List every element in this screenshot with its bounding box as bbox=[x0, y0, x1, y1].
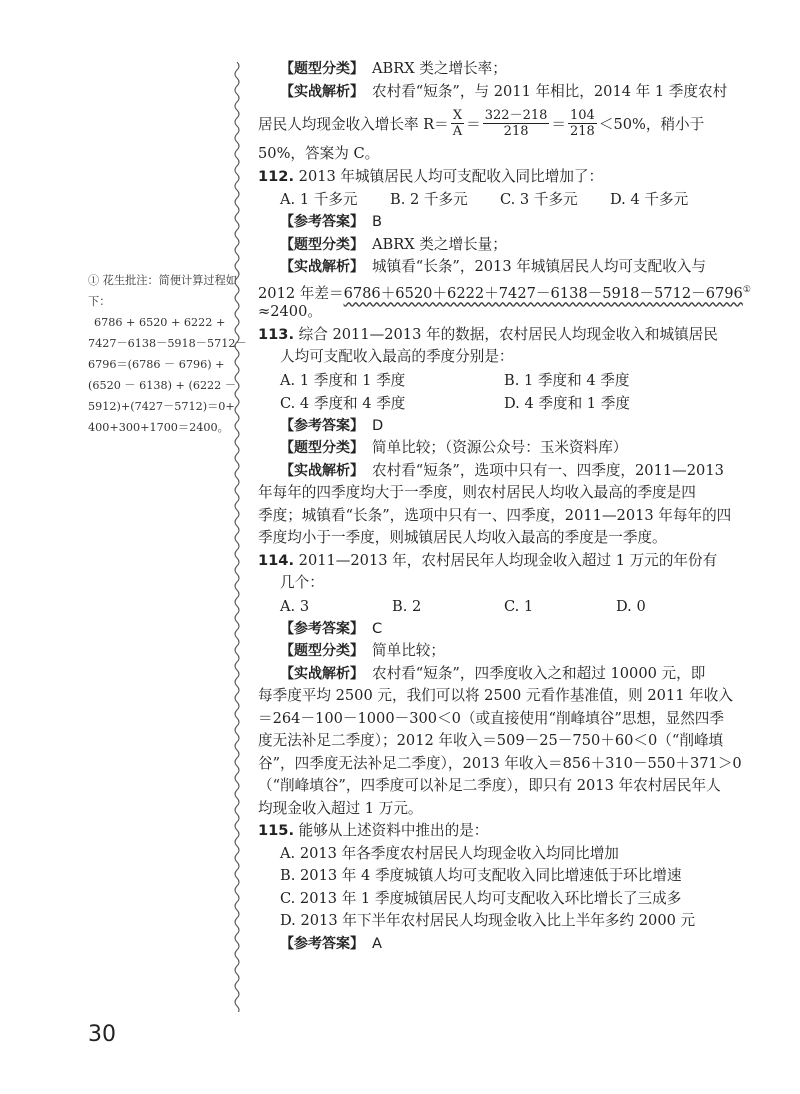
question-113-options-row2 bbox=[258, 392, 733, 415]
fraction bbox=[451, 108, 464, 139]
analysis-text: 季度；城镇看“长条”，选项中只有一、四季度，2011—2013 年每年的四 bbox=[258, 506, 732, 524]
type-value: 简单比较；（资源公众号：玉米资料库） bbox=[372, 439, 628, 456]
analysis-text: 农村看“短条”，与 2011 年相比，2014 年 1 季度农村 bbox=[372, 82, 728, 100]
analysis-text: 度无法补足二季度）；2012 年收入＝509－25－750＋60＜0（“削峰填 bbox=[258, 732, 724, 749]
q114-type-line bbox=[258, 640, 733, 663]
equals-sign: ＝ bbox=[551, 115, 567, 133]
fraction-denominator: 218 bbox=[570, 123, 595, 139]
analysis-text: （“削峰填谷”，四季度可以补足二季度），即只有 2013 年农村居民年人 bbox=[258, 777, 721, 794]
type-value: 简单比较； bbox=[372, 642, 445, 659]
q113-answer-line bbox=[258, 415, 733, 438]
question-113-options-row1 bbox=[258, 369, 733, 392]
q111-analysis-end: 50%，答案为 C。 bbox=[258, 145, 380, 162]
wavy-divider bbox=[232, 62, 242, 1012]
wavy-underlined-formula: 6786＋6520＋6222＋7427－6138－5918－5712－6796 bbox=[343, 284, 743, 302]
q111-type-line bbox=[258, 58, 733, 81]
analysis-text: 季度均小于一季度，则城镇居民人均收入最高的季度是一季度。 bbox=[258, 529, 667, 546]
answer-value: D bbox=[372, 416, 384, 434]
option-c: C. 2013 年 1 季度城镇居民人均可支配收入环比增长了三成多 bbox=[280, 889, 682, 907]
q112-analysis-formula bbox=[258, 279, 751, 302]
option-b: B. 2 千多元 bbox=[390, 191, 468, 208]
question-114-stem bbox=[258, 550, 733, 573]
question-115-stem bbox=[258, 820, 733, 843]
question-text: 2013 年城镇居民人均可支配收入同比增加了： bbox=[298, 167, 604, 185]
type-value: ABRX 类之增长量； bbox=[372, 235, 507, 253]
option-c: C. 4 季度和 4 季度 bbox=[280, 394, 406, 412]
question-112-stem bbox=[258, 166, 733, 189]
fraction-denominator: A bbox=[452, 123, 463, 139]
question-text: 综合 2011—2013 年的数据，农村居民人均现金收入和城镇居民 bbox=[298, 325, 718, 343]
answer-label: 【参考答案】 bbox=[280, 935, 364, 952]
q112-answer-line bbox=[258, 211, 733, 234]
analysis-label: 【实战解析】 bbox=[280, 462, 364, 479]
type-label: 【题型分类】 bbox=[280, 61, 364, 77]
margin-note-line: 6796＝(6786 － 6796) + bbox=[88, 358, 225, 371]
analysis-text: ＜50%，稍小于 bbox=[598, 115, 705, 133]
option-d: D. 4 千多元 bbox=[610, 191, 689, 208]
equals-sign: ＝ bbox=[466, 115, 481, 133]
question-114-options bbox=[258, 595, 733, 618]
margin-note-line: (6520 － 6138) + (6222 － bbox=[88, 379, 237, 392]
analysis-text: 均现金收入超过 1 万元。 bbox=[258, 799, 423, 817]
q112-analysis-end: ≈2400。 bbox=[258, 303, 322, 320]
answer-label: 【参考答案】 bbox=[280, 417, 364, 434]
answer-label: 【参考答案】 bbox=[280, 620, 364, 637]
page-number: 30 bbox=[88, 1022, 116, 1047]
q112-type-line bbox=[258, 234, 733, 257]
option-a: A. 1 千多元 bbox=[280, 191, 358, 208]
q112-analysis-line bbox=[258, 256, 733, 279]
question-number: 113. bbox=[258, 325, 295, 343]
question-113-stem bbox=[258, 324, 733, 347]
analysis-text: 农村看“短条”，四季度收入之和超过 10000 元，即 bbox=[372, 664, 706, 682]
option-d: D. 2013 年下半年农村居民人均现金收入比上半年多约 2000 元 bbox=[280, 912, 696, 929]
option-d: D. 0 bbox=[616, 597, 646, 615]
analysis-label: 【实战解析】 bbox=[280, 665, 364, 682]
analysis-text: 2012 年差＝ bbox=[258, 284, 344, 302]
question-114-stem-cont: 几个： bbox=[280, 574, 324, 591]
option-b: B. 1 季度和 4 季度 bbox=[504, 371, 630, 389]
fraction bbox=[483, 108, 550, 139]
option-b: B. 2013 年 4 季度城镇人均可支配收入同比增速低于环比增速 bbox=[280, 867, 682, 884]
q115-answer-line bbox=[258, 933, 733, 956]
footnote-marker: ① bbox=[742, 284, 751, 295]
answer-label: 【参考答案】 bbox=[280, 214, 364, 230]
option-c: C. 1 bbox=[504, 597, 534, 615]
margin-note-line: 5912)+(7427－5712)＝0+ bbox=[88, 400, 235, 413]
q114-answer-line bbox=[258, 618, 733, 641]
q111-analysis-line bbox=[258, 81, 733, 104]
margin-note-line: 400+300+1700＝2400。 bbox=[88, 421, 229, 434]
q111-formula-line bbox=[258, 103, 733, 143]
fraction-numerator: 322－218 bbox=[484, 107, 548, 123]
answer-value: C bbox=[372, 619, 383, 637]
option-a: A. 1 季度和 1 季度 bbox=[280, 371, 406, 389]
q113-analysis-line bbox=[258, 460, 733, 483]
analysis-text: 农村看“短条”，选项中只有一、四季度，2011—2013 bbox=[372, 461, 724, 479]
margin-note-line: 7427－6138－5918－5712－ bbox=[88, 337, 247, 350]
answer-value: A bbox=[372, 934, 382, 952]
question-text: 能够从上述资料中推出的是： bbox=[298, 822, 489, 839]
option-c: C. 3 千多元 bbox=[500, 191, 578, 208]
analysis-text: 每季度平均 2500 元，我们可以将 2500 元看作基准值，则 2011 年收入 bbox=[258, 687, 733, 704]
q114-analysis-line bbox=[258, 663, 733, 686]
analysis-text: 居民人均现金收入增长率 R＝ bbox=[258, 115, 449, 133]
analysis-label: 【实战解析】 bbox=[280, 259, 364, 275]
option-b: B. 2 bbox=[392, 597, 422, 615]
fraction bbox=[568, 108, 597, 139]
fraction-numerator: X bbox=[452, 107, 463, 123]
question-113-stem-cont: 人均可支配收入最高的季度分别是： bbox=[280, 348, 514, 365]
main-column bbox=[258, 58, 751, 955]
option-a: A. 2013 年各季度农村居民人均现金收入均同比增加 bbox=[280, 844, 619, 862]
q113-type-line bbox=[258, 437, 733, 460]
analysis-label: 【实战解析】 bbox=[280, 83, 364, 100]
margin-note-line: 6786 + 6520 + 6222 + bbox=[94, 316, 226, 329]
analysis-text: 谷”，四季度无法补足二季度），2013 年收入＝856＋310－550＋371＞0 bbox=[258, 754, 742, 772]
fraction-numerator: 104 bbox=[570, 107, 595, 123]
type-label: 【题型分类】 bbox=[280, 643, 364, 659]
type-label: 【题型分类】 bbox=[280, 236, 364, 253]
answer-value: B bbox=[372, 213, 383, 230]
question-text: 2011—2013 年，农村居民年人均现金收入超过 1 万元的年份有 bbox=[298, 551, 718, 569]
option-a: A. 3 bbox=[280, 597, 310, 615]
analysis-text: 年每年的四季度均大于一季度，则农村居民人均收入最高的季度是四 bbox=[258, 484, 696, 501]
fraction-denominator: 218 bbox=[503, 123, 529, 139]
question-number: 115. bbox=[258, 822, 295, 839]
question-112-options bbox=[258, 188, 733, 211]
option-d: D. 4 季度和 1 季度 bbox=[504, 394, 630, 412]
question-number: 114. bbox=[258, 551, 295, 569]
analysis-text: ＝264－100－1000－300＜0（或直接使用“削峰填谷”思想，显然四季 bbox=[258, 709, 724, 727]
margin-note-title: ① 花生批注：简便计算过程如下： bbox=[88, 274, 237, 308]
question-number: 112. bbox=[258, 167, 295, 185]
type-value: ABRX 类之增长率； bbox=[372, 60, 507, 77]
margin-note bbox=[88, 270, 247, 438]
type-label: 【题型分类】 bbox=[280, 440, 364, 456]
analysis-text: 城镇看“长条”，2013 年城镇居民人均可支配收入与 bbox=[372, 258, 706, 275]
